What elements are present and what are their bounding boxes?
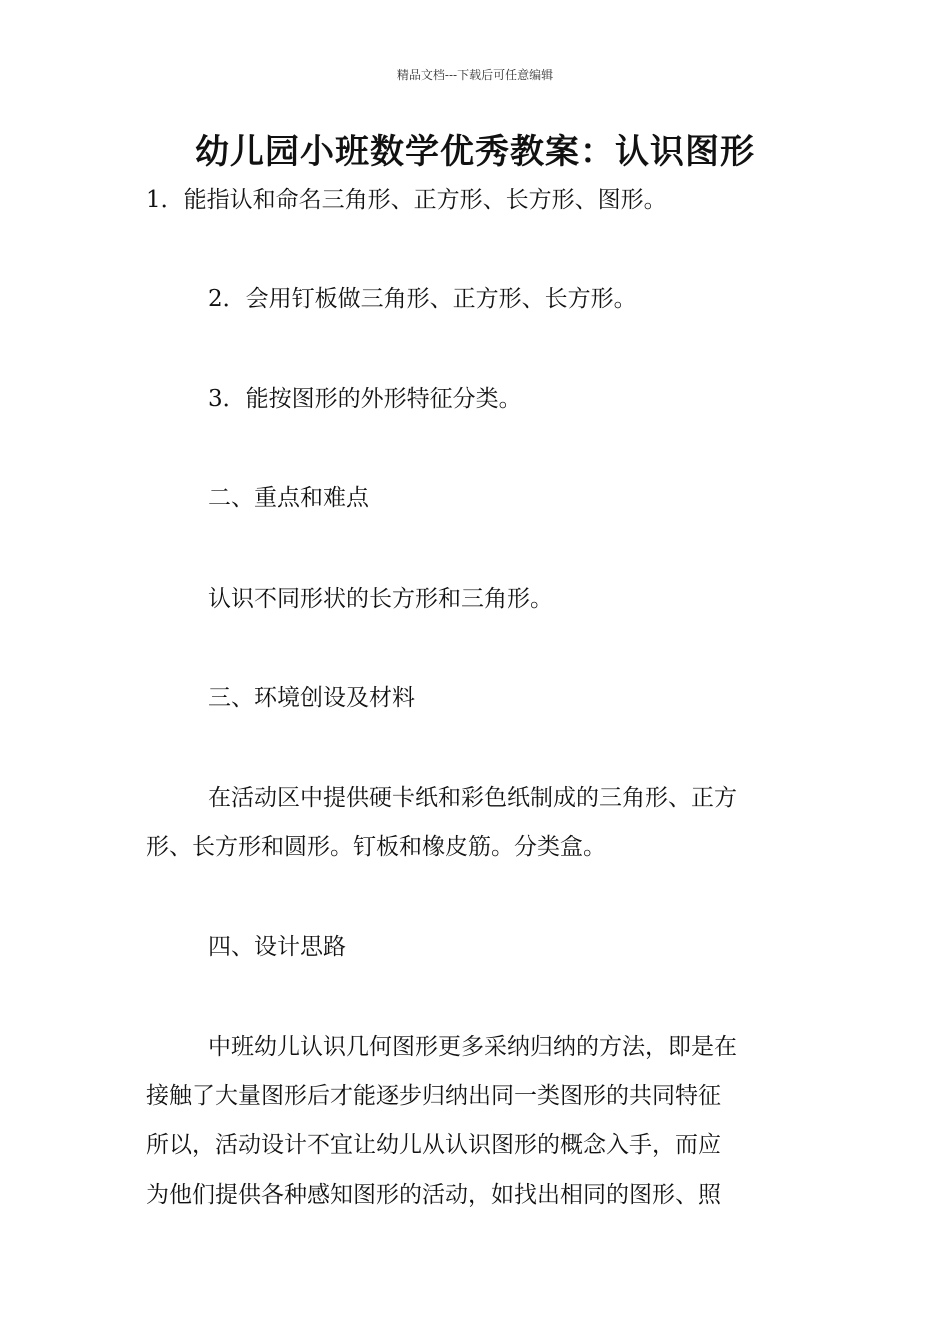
goal-1: 1．能指认和命名三角形、正方形、长方形、图形。	[146, 187, 667, 213]
section-3-body-line-1: 在活动区中提供硬卡纸和彩色纸制成的三角形、正方	[208, 785, 737, 811]
page-title: 幼儿园小班数学优秀教案：认识图形	[195, 132, 755, 172]
section-3-body-line-2: 形、长方形和圆形。钉板和橡皮筋。分类盒。	[146, 834, 606, 860]
section-2-heading: 二、重点和难点	[208, 485, 369, 511]
header-note: 精品文档---下载后可任意编辑	[396, 68, 554, 82]
goal-2: 2．会用钉板做三角形、正方形、长方形。	[208, 286, 637, 312]
section-2-body: 认识不同形状的长方形和三角形。	[208, 586, 553, 612]
section-4-body-line-4: 为他们提供各种感知图形的活动，如找出相同的图形、照	[146, 1182, 721, 1208]
section-4-body-line-2: 接触了大量图形后才能逐步归纳出同一类图形的共同特征	[146, 1083, 721, 1109]
section-4-heading: 四、设计思路	[208, 934, 346, 960]
section-4-body-line-1: 中班幼儿认识几何图形更多采纳归纳的方法，即是在	[208, 1034, 737, 1060]
section-4-body-line-3: 所以，活动设计不宜让幼儿从认识图形的概念入手，而应	[146, 1132, 721, 1158]
goal-3: 3．能按图形的外形特征分类。	[208, 386, 522, 412]
section-3-heading: 三、环境创设及材料	[208, 685, 415, 711]
